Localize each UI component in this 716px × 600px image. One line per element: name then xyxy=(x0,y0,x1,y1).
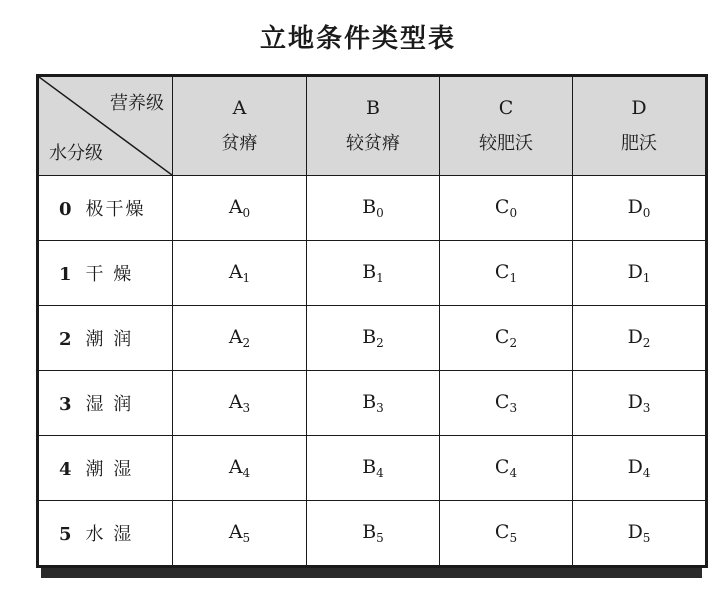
type-cell xyxy=(173,306,307,371)
moisture-level-cell xyxy=(38,436,173,501)
nutrient-label: 肥沃 xyxy=(621,133,657,154)
type-letter: D xyxy=(627,196,643,218)
nutrient-header-c xyxy=(440,76,573,176)
moisture-level-cell xyxy=(38,176,173,241)
type-cell xyxy=(573,241,707,306)
type-index: 5 xyxy=(509,531,518,545)
moisture-axis-label: 水分级 xyxy=(49,143,103,164)
moisture-level-number: 2 xyxy=(59,329,72,350)
type-letter: C xyxy=(494,391,510,413)
type-cell xyxy=(440,306,573,371)
moisture-level-cell xyxy=(38,306,173,371)
type-cell xyxy=(173,436,307,501)
type-letter: A xyxy=(228,326,243,348)
type-cell xyxy=(440,241,573,306)
type-index: 0 xyxy=(376,206,384,220)
type-index: 4 xyxy=(642,466,651,480)
type-cell xyxy=(440,436,573,501)
type-index: 0 xyxy=(642,206,651,220)
type-letter: D xyxy=(627,521,643,543)
type-letter: C xyxy=(494,326,510,348)
type-letter: A xyxy=(228,456,243,478)
type-cell xyxy=(307,436,440,501)
type-letter: A xyxy=(228,521,243,543)
type-index: 3 xyxy=(376,401,384,415)
type-cell xyxy=(573,371,707,436)
type-letter: B xyxy=(362,391,377,413)
nutrient-header-a xyxy=(173,76,307,176)
moisture-level-cell xyxy=(38,501,173,567)
type-index: 5 xyxy=(376,531,384,545)
type-cell xyxy=(573,176,707,241)
nutrient-header-b xyxy=(307,76,440,176)
table-row xyxy=(38,371,707,436)
nutrient-code: B xyxy=(366,97,380,119)
type-letter: B xyxy=(362,326,377,348)
type-cell xyxy=(440,371,573,436)
nutrient-axis-label: 营养级 xyxy=(110,93,164,114)
corner-header-cell xyxy=(38,76,173,176)
type-letter: C xyxy=(494,521,510,543)
type-letter: D xyxy=(627,261,643,283)
type-index: 0 xyxy=(242,206,251,220)
type-letter: C xyxy=(494,196,510,218)
type-letter: B xyxy=(362,196,377,218)
type-letter: B xyxy=(362,261,377,283)
type-cell xyxy=(173,501,307,567)
type-cell xyxy=(307,371,440,436)
type-cell xyxy=(307,241,440,306)
type-letter: D xyxy=(627,391,643,413)
moisture-level-label: 潮 润 xyxy=(85,329,134,350)
nutrient-label: 较贫瘠 xyxy=(346,133,400,154)
type-cell xyxy=(440,176,573,241)
type-letter: A xyxy=(228,391,243,413)
type-index: 1 xyxy=(376,271,384,285)
moisture-level-label: 湿 润 xyxy=(85,394,134,415)
type-index: 3 xyxy=(242,401,251,415)
type-index: 2 xyxy=(376,336,384,350)
type-index: 4 xyxy=(242,466,251,480)
type-index: 4 xyxy=(376,466,384,480)
type-cell xyxy=(573,501,707,567)
moisture-level-cell xyxy=(38,371,173,436)
type-index: 2 xyxy=(509,336,518,350)
type-letter: B xyxy=(362,521,377,543)
table-row xyxy=(38,436,707,501)
moisture-level-number: 3 xyxy=(59,394,72,415)
nutrient-label: 较肥沃 xyxy=(479,133,533,154)
type-letter: B xyxy=(362,456,377,478)
table-row xyxy=(38,501,707,567)
moisture-level-number: 4 xyxy=(59,459,72,480)
type-letter: C xyxy=(494,261,510,283)
type-index: 4 xyxy=(509,466,518,480)
nutrient-code: C xyxy=(498,97,514,119)
moisture-level-number: 1 xyxy=(59,264,72,285)
type-index: 3 xyxy=(509,401,518,415)
type-index: 5 xyxy=(642,531,651,545)
table-row xyxy=(38,306,707,371)
type-index: 2 xyxy=(642,336,651,350)
type-cell xyxy=(573,436,707,501)
nutrient-header-d xyxy=(573,76,707,176)
nutrient-code: D xyxy=(631,97,647,119)
moisture-level-label: 极干燥 xyxy=(85,199,146,220)
type-cell xyxy=(440,501,573,567)
type-index: 0 xyxy=(509,206,518,220)
type-cell xyxy=(307,306,440,371)
site-condition-table xyxy=(36,74,708,568)
type-letter: C xyxy=(494,456,510,478)
header-row xyxy=(38,76,707,176)
type-index: 1 xyxy=(642,271,651,285)
moisture-level-number: 0 xyxy=(59,199,72,220)
moisture-level-label: 干 燥 xyxy=(85,264,134,285)
type-letter: D xyxy=(627,456,643,478)
type-letter: A xyxy=(228,196,243,218)
type-cell xyxy=(173,371,307,436)
type-cell xyxy=(173,176,307,241)
type-index: 2 xyxy=(242,336,251,350)
moisture-level-label: 水 湿 xyxy=(85,524,134,545)
table-row xyxy=(38,241,707,306)
type-index: 5 xyxy=(242,531,251,545)
type-index: 3 xyxy=(642,401,651,415)
type-cell xyxy=(307,501,440,567)
type-index: 1 xyxy=(242,271,251,285)
page-title: 立地条件类型表 xyxy=(259,24,456,54)
type-letter: D xyxy=(627,326,643,348)
nutrient-code: A xyxy=(232,97,247,119)
type-cell xyxy=(307,176,440,241)
type-index: 1 xyxy=(509,271,518,285)
type-letter: A xyxy=(228,261,243,283)
type-cell xyxy=(573,306,707,371)
nutrient-label: 贫瘠 xyxy=(221,133,258,154)
type-cell xyxy=(173,241,307,306)
moisture-level-label: 潮 湿 xyxy=(85,459,134,480)
table-row xyxy=(38,176,707,241)
moisture-level-cell xyxy=(38,241,173,306)
moisture-level-number: 5 xyxy=(59,524,72,545)
